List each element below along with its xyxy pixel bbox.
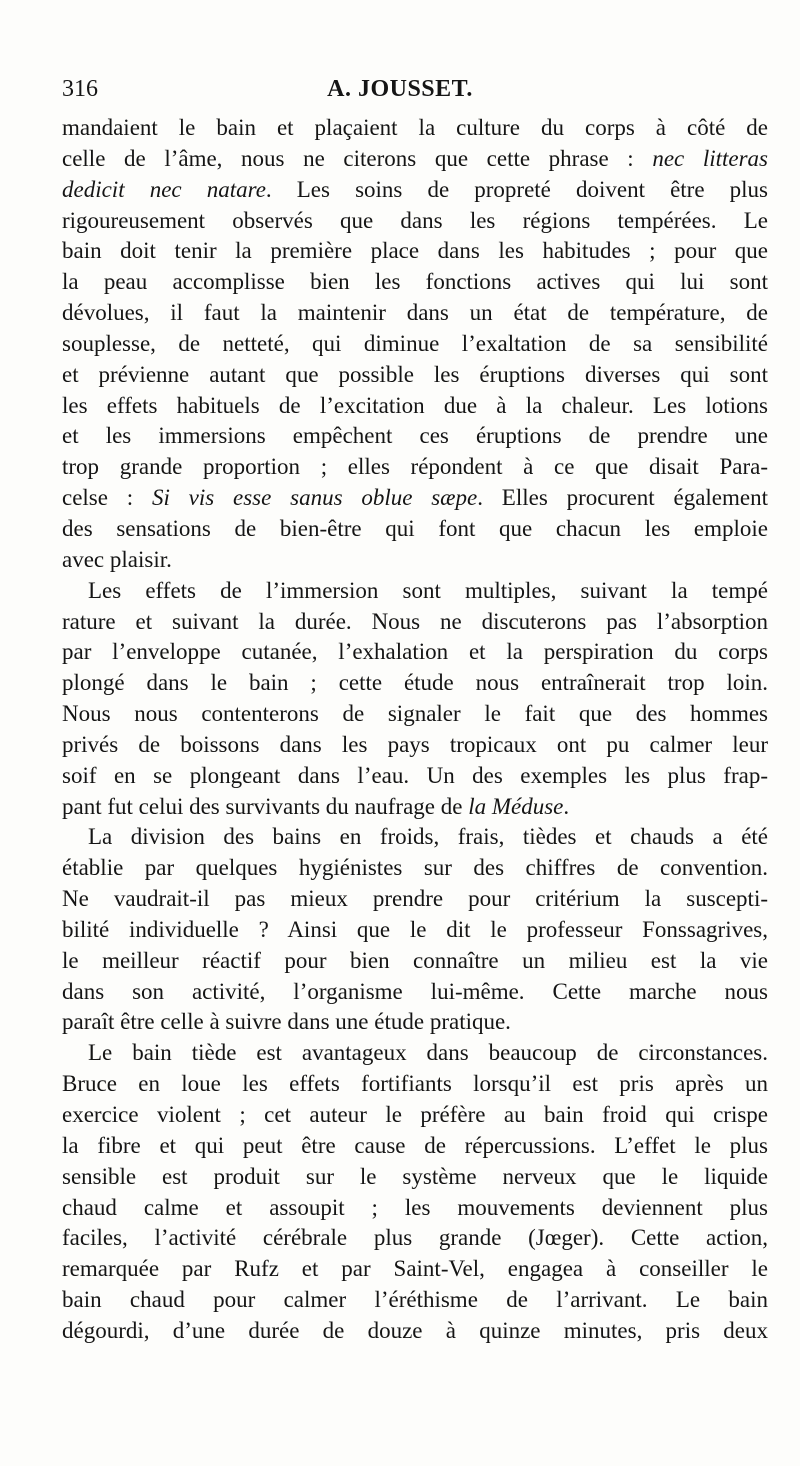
text-line bbox=[62, 637, 768, 668]
text-segment: paraît être celle à suivre dans une étude pratique. bbox=[62, 1009, 511, 1035]
text-segment: plongé dans le bain ; cette étude nous entraînerait trop loin. bbox=[62, 670, 768, 696]
text-segment: privés de boissons dans les pays tropicaux ont pu calmer leur bbox=[62, 731, 768, 757]
text-line bbox=[62, 206, 768, 237]
text-segment: bain chaud pour calmer l’éréthisme de l’arrivant. Le bain bbox=[62, 1287, 768, 1313]
text-line bbox=[62, 699, 768, 730]
text-line bbox=[62, 329, 768, 360]
text-segment: la peau accomplisse bien les fonctions actives qui lui sont bbox=[62, 269, 768, 295]
text-segment: Bruce en loue les effets fortifiants lorsqu’il est pris après un bbox=[62, 1071, 768, 1097]
text-segment: des sensations de bien-être qui font que chacun les emploie bbox=[62, 515, 768, 541]
text-segment: Nous nous contenterons de signaler le fait que des hommes bbox=[62, 701, 768, 727]
text-segment: dévolues, il faut la maintenir dans un état de température, de bbox=[62, 300, 768, 326]
text-line bbox=[62, 1254, 768, 1285]
page-header bbox=[62, 76, 738, 106]
text-segment: et prévienne autant que possible les éruptions diverses qui sont bbox=[62, 361, 768, 387]
text-segment: sensible est produit sur le système nerveux que le liquide bbox=[62, 1163, 768, 1189]
text-line bbox=[62, 1131, 768, 1162]
text-line bbox=[62, 792, 768, 823]
text-line bbox=[62, 452, 768, 483]
text-segment: faciles, l’activité cérébrale plus grande (Jœger). Cette action, bbox=[62, 1225, 768, 1251]
text-line bbox=[62, 946, 768, 977]
text-segment: Ne vaudrait-il pas mieux prendre pour critérium la suscepti- bbox=[62, 886, 768, 912]
text-segment: trop grande proportion ; elles répondent à ce que disait Para- bbox=[62, 454, 768, 480]
running-head: A. JOUSSET. bbox=[327, 76, 473, 102]
text-line bbox=[62, 144, 768, 175]
text-line bbox=[62, 113, 768, 144]
text-line bbox=[62, 1316, 768, 1347]
text-segment: le meilleur réactif pour bien connaître un milieu est la vie bbox=[62, 947, 768, 973]
text-segment: . bbox=[563, 793, 570, 819]
text-line bbox=[62, 576, 768, 607]
text-segment: rature et suivant la durée. Nous ne discuterons pas l’absorption bbox=[62, 608, 768, 634]
text-line bbox=[62, 1223, 768, 1254]
body-text bbox=[62, 113, 768, 1347]
text-line bbox=[62, 360, 768, 391]
text-segment: Les effets de l’immersion sont multiples, suivant la tempé bbox=[88, 577, 768, 603]
text-segment: . Les soins de propreté doivent être plus bbox=[265, 176, 768, 202]
text-line bbox=[62, 1162, 768, 1193]
text-line bbox=[62, 175, 768, 206]
text-line bbox=[62, 977, 768, 1008]
text-line bbox=[62, 1193, 768, 1224]
text-line bbox=[62, 1100, 768, 1131]
text-segment: bain doit tenir la première place dans les habitudes ; pour que bbox=[62, 238, 768, 264]
text-line bbox=[62, 853, 768, 884]
text-segment: celse : bbox=[62, 485, 152, 511]
text-line bbox=[62, 668, 768, 699]
italic-text: nec litteras bbox=[652, 145, 768, 171]
text-line bbox=[62, 1038, 768, 1069]
text-segment: pant fut celui des survivants du naufrage de bbox=[62, 793, 469, 819]
text-segment: Le bain tiède est avantageux dans beaucoup de circonstances. bbox=[88, 1040, 768, 1066]
text-line bbox=[62, 391, 768, 422]
text-line bbox=[62, 1069, 768, 1100]
text-line bbox=[62, 822, 768, 853]
text-segment: dans son activité, l’organisme lui-même. Cette marche nous bbox=[62, 978, 768, 1004]
text-segment: soif en se plongeant dans l’eau. Un des exemples les plus frap- bbox=[62, 762, 768, 788]
italic-text: Si vis esse sanus oblue sæpe bbox=[151, 485, 478, 511]
text-segment: La division des bains en froids, frais, tièdes et chauds a été bbox=[88, 824, 768, 850]
text-segment: rigoureusement observés que dans les régions tempérées. Le bbox=[62, 207, 768, 233]
text-segment: avec plaisir. bbox=[62, 546, 172, 572]
text-line bbox=[62, 761, 768, 792]
text-line bbox=[62, 236, 768, 267]
italic-text: dedicit nec natare bbox=[62, 176, 266, 202]
text-segment: la fibre et qui peut être cause de répercussions. L’effet le plus bbox=[62, 1132, 768, 1158]
text-segment: dégourdi, d’une durée de douze à quinze minutes, pris deux bbox=[62, 1317, 768, 1343]
text-line bbox=[62, 514, 768, 545]
text-segment: établie par quelques hygiénistes sur des chiffres de convention. bbox=[62, 855, 768, 881]
text-line bbox=[62, 267, 768, 298]
text-line bbox=[62, 730, 768, 761]
text-segment: bilité individuelle ? Ainsi que le dit le professeur Fonssagrives, bbox=[62, 916, 768, 942]
text-segment: et les immersions empêchent ces éruptions de prendre une bbox=[62, 423, 768, 449]
text-segment: celle de l’âme, nous ne citerons que cette phrase : bbox=[62, 145, 653, 171]
text-segment: chaud calme et assoupit ; les mouvements deviennent plus bbox=[62, 1194, 768, 1220]
text-segment: par l’enveloppe cutanée, l’exhalation et la perspiration du corps bbox=[62, 639, 768, 665]
text-segment: exercice violent ; cet auteur le préfère au bain froid qui crispe bbox=[62, 1102, 768, 1127]
text-segment: remarquée par Rufz et par Saint-Vel, engagea à conseiller le bbox=[62, 1256, 768, 1282]
text-line bbox=[62, 915, 768, 946]
text-line bbox=[62, 884, 768, 915]
italic-text: la Méduse bbox=[468, 793, 564, 819]
text-segment: souplesse, de netteté, qui diminue l’exaltation de sa sensibilité bbox=[62, 330, 768, 356]
text-line bbox=[62, 607, 768, 638]
text-segment: les effets habituels de l’excitation due à la chaleur. Les lotions bbox=[62, 392, 768, 418]
text-line bbox=[62, 298, 768, 329]
text-line bbox=[62, 483, 768, 514]
text-segment: mandaient le bain et plaçaient la culture du corps à côté de bbox=[62, 115, 768, 140]
text-segment: . Elles procurent également bbox=[477, 485, 768, 511]
page-number: 316 bbox=[62, 76, 98, 102]
text-line bbox=[62, 545, 768, 576]
text-line bbox=[62, 1007, 768, 1038]
text-line bbox=[62, 1285, 768, 1316]
text-line bbox=[62, 421, 768, 452]
